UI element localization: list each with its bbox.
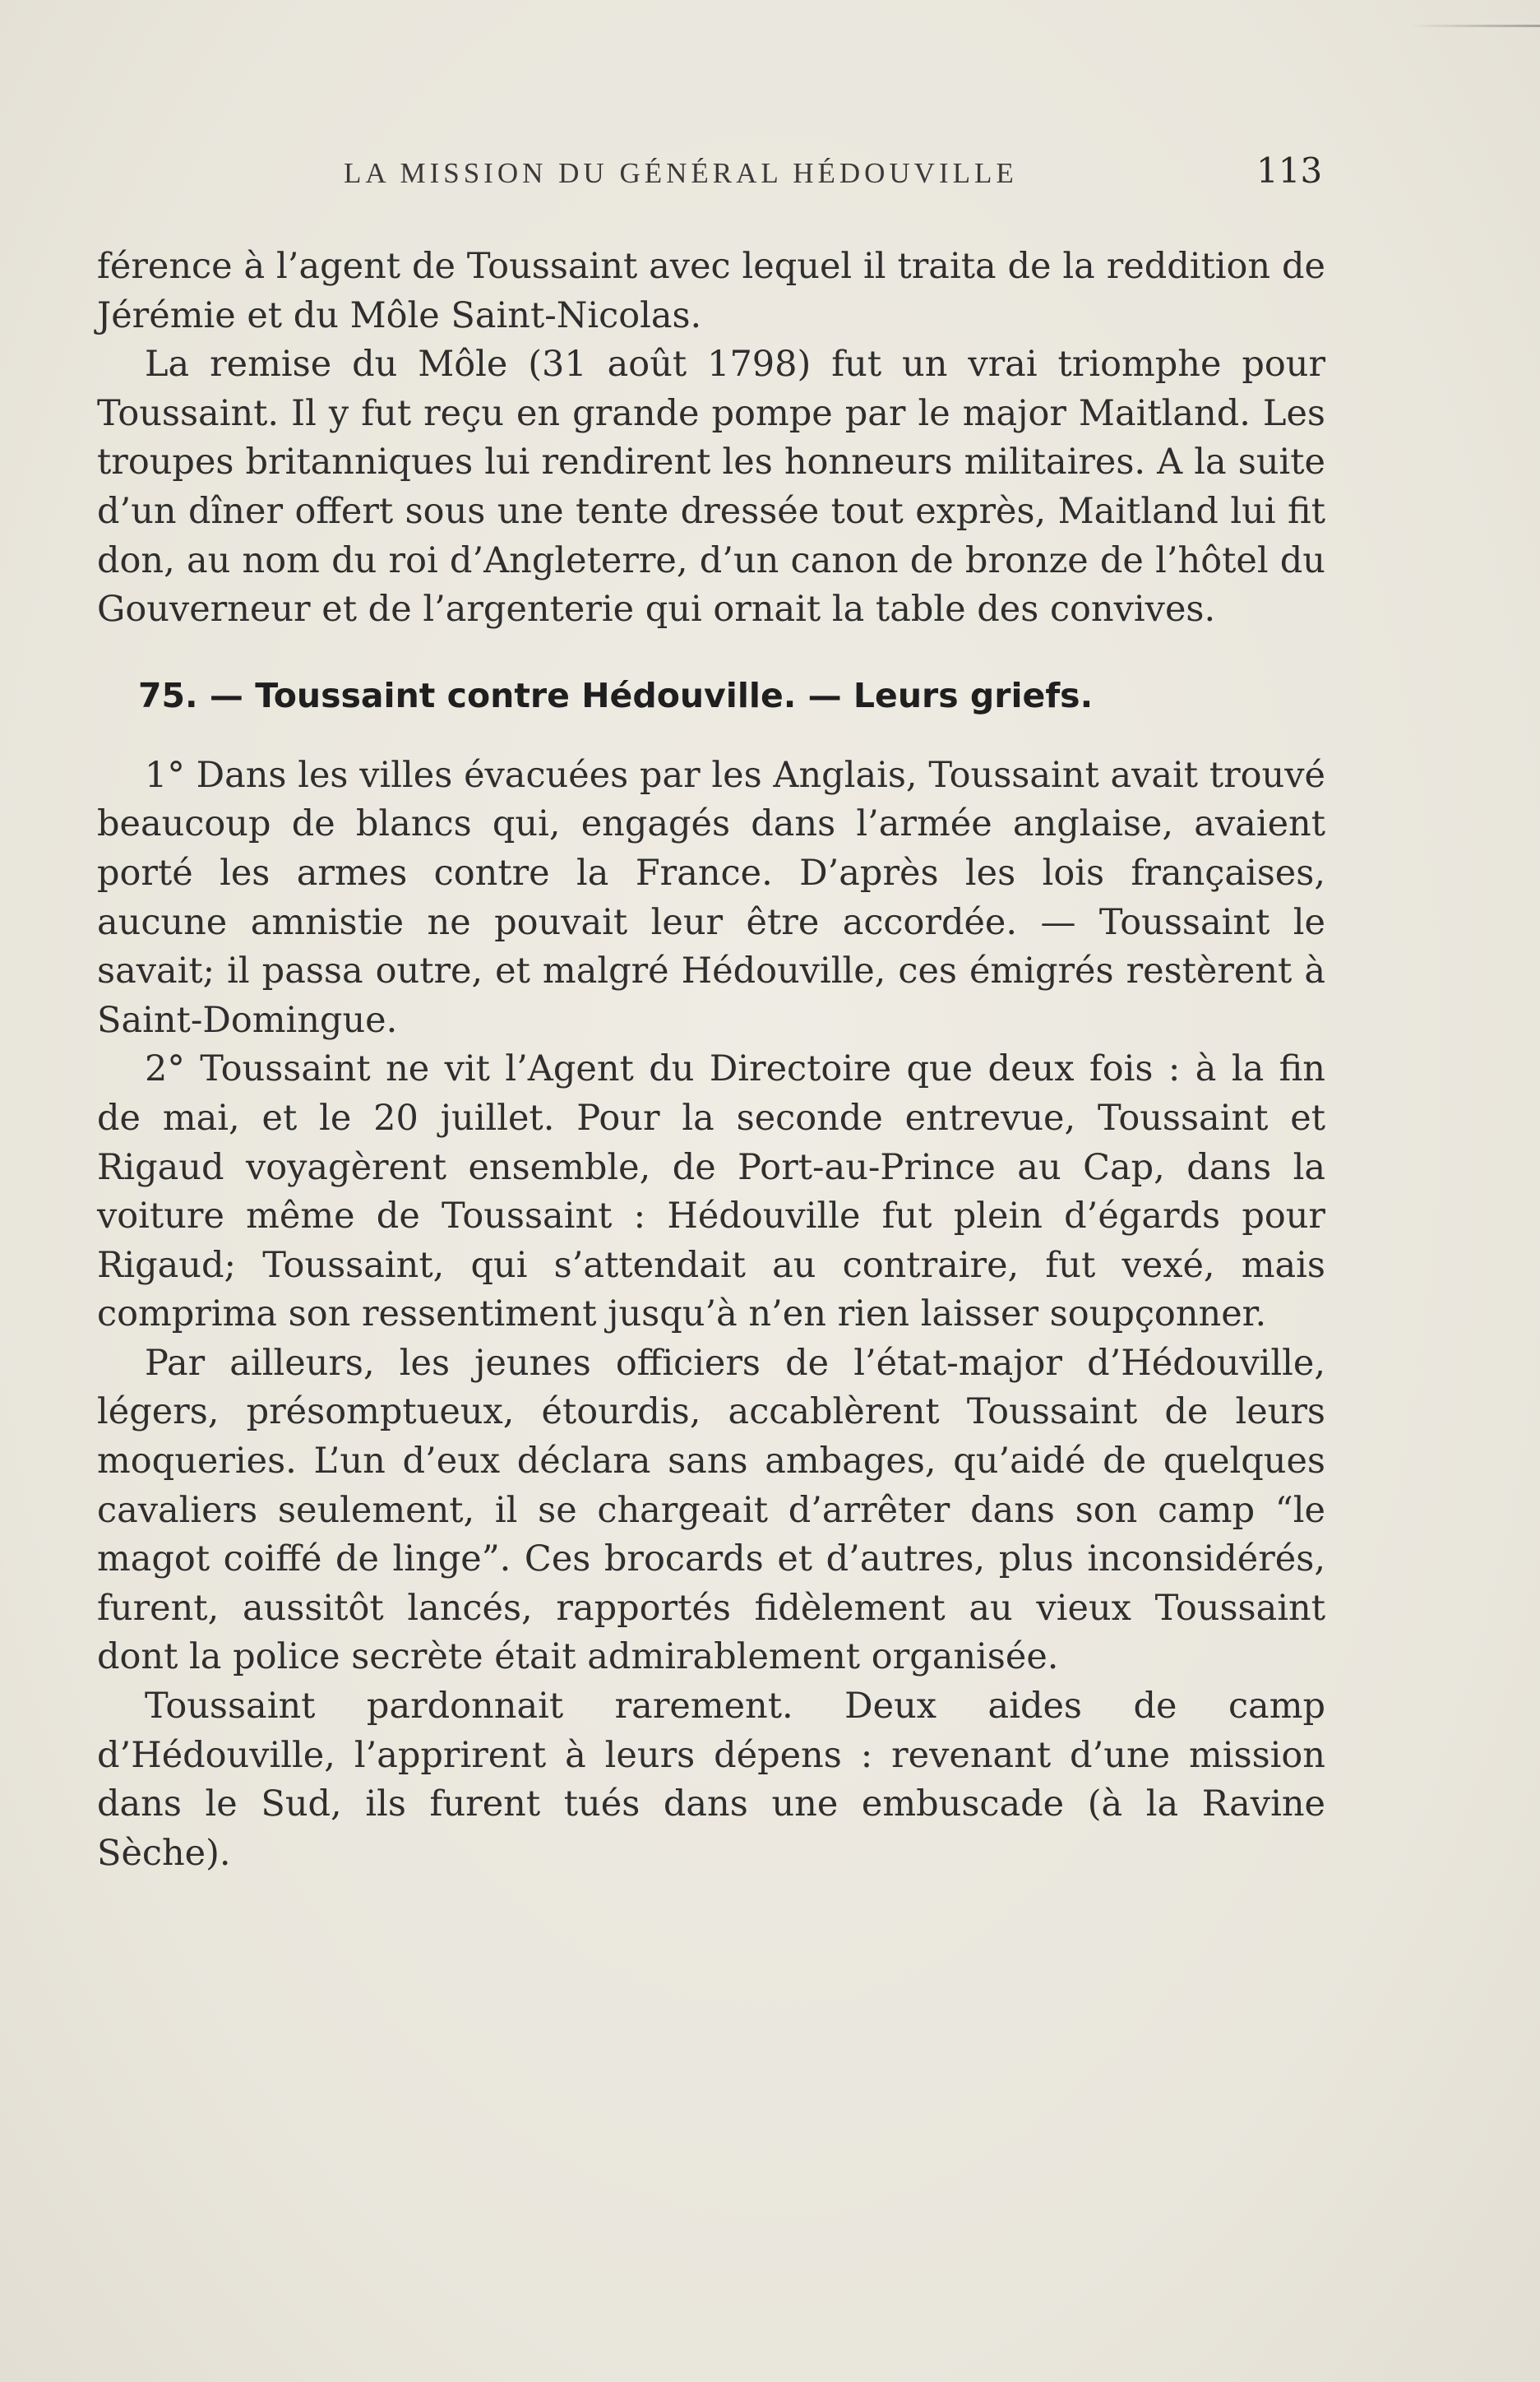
paragraph-revenge: Toussaint pardonnait rarement. Deux aides de camp d’Hédouville, l’apprirent à leurs dépens : revenant d’une mission dans le Sud, ils furent tués dans une embuscade (à la Ravine Sèche). — [97, 1686, 1325, 1874]
page-header — [344, 150, 1330, 200]
section-heading — [138, 674, 1325, 717]
section-dash-2: — — [807, 675, 842, 715]
paragraph-officers-mockery: Par ailleurs, les jeunes officiers de l’état-major d’Hédouville, légers, présomptueux, étourdis, accablèrent Toussaint de leurs moqueries. L’un d’eux déclara sans ambages, qu’aidé de quelques cavaliers seulement, il se chargeait d’arrêter dans son camp “le magot coiffé de linge”. Ces brocards et d’autres, plus inconsidérés, furent, aussitôt lancés, rapportés fidèlement au vieux Toussaint dont la police secrète était admirablement organisée. — [97, 1342, 1325, 1678]
paragraph-grievance-1: 1° Dans les villes évacuées par les Anglais, Toussaint avait trouvé beaucoup de blancs qui, engagés dans l’armée anglaise, avaient porté les armes contre la France. D’après les lois françaises, aucune amnistie ne pouvait leur être accordée. — Toussaint le savait; il passa outre, et malgré Hédouville, ces émigrés restèrent à Saint-Domingue. — [97, 754, 1325, 1041]
paragraph-mole-surrender: La remise du Môle (31 août 1798) fut un vrai triomphe pour Toussaint. Il y fut reçu en grande pompe par le major Maitland. Les troupes britanniques lui rendirent les honneurs militaires. A la suite d’un dîner offert sous une tente dressée tout exprès, Maitland lui fit don, au nom du roi d’Angleterre, d’un canon de bronze de l’hôtel du Gouverneur et de l’argenterie qui ornait la table des convives. — [97, 344, 1325, 631]
running-title: LA MISSION DU GÉNÉRAL HÉDOUVILLE — [344, 157, 1018, 189]
section-dash-1: — — [209, 675, 243, 715]
paragraph-grievance-2: 2° Toussaint ne vit l’Agent du Directoire que deux fois : à la fin de mai, et le 20 juillet. Pour la seconde entrevue, Toussaint et Rigaud voyagèrent ensemble, de Port-au-Prince au Cap, dans la voiture même de Toussaint : Hédouville fut plein d’égards pour Rigaud; Toussaint, qui s’attendait au contraire, fut vexé, mais comprima son ressentiment jusqu’à n’en rien laisser soupçonner. — [97, 1048, 1325, 1335]
section-title: Toussaint contre Hédouville. — [255, 675, 797, 715]
section-subtitle: Leurs griefs. — [853, 675, 1094, 715]
section-number: 75. — [138, 675, 198, 715]
paragraph-continuation: férence à l’agent de Toussaint avec lequel il traita de la reddition de Jérémie et du Môle Saint-Nicolas. — [97, 246, 1325, 336]
scan-edge-mark — [1408, 25, 1540, 27]
page-number: 113 — [1256, 150, 1323, 191]
body-text — [97, 243, 1325, 1878]
